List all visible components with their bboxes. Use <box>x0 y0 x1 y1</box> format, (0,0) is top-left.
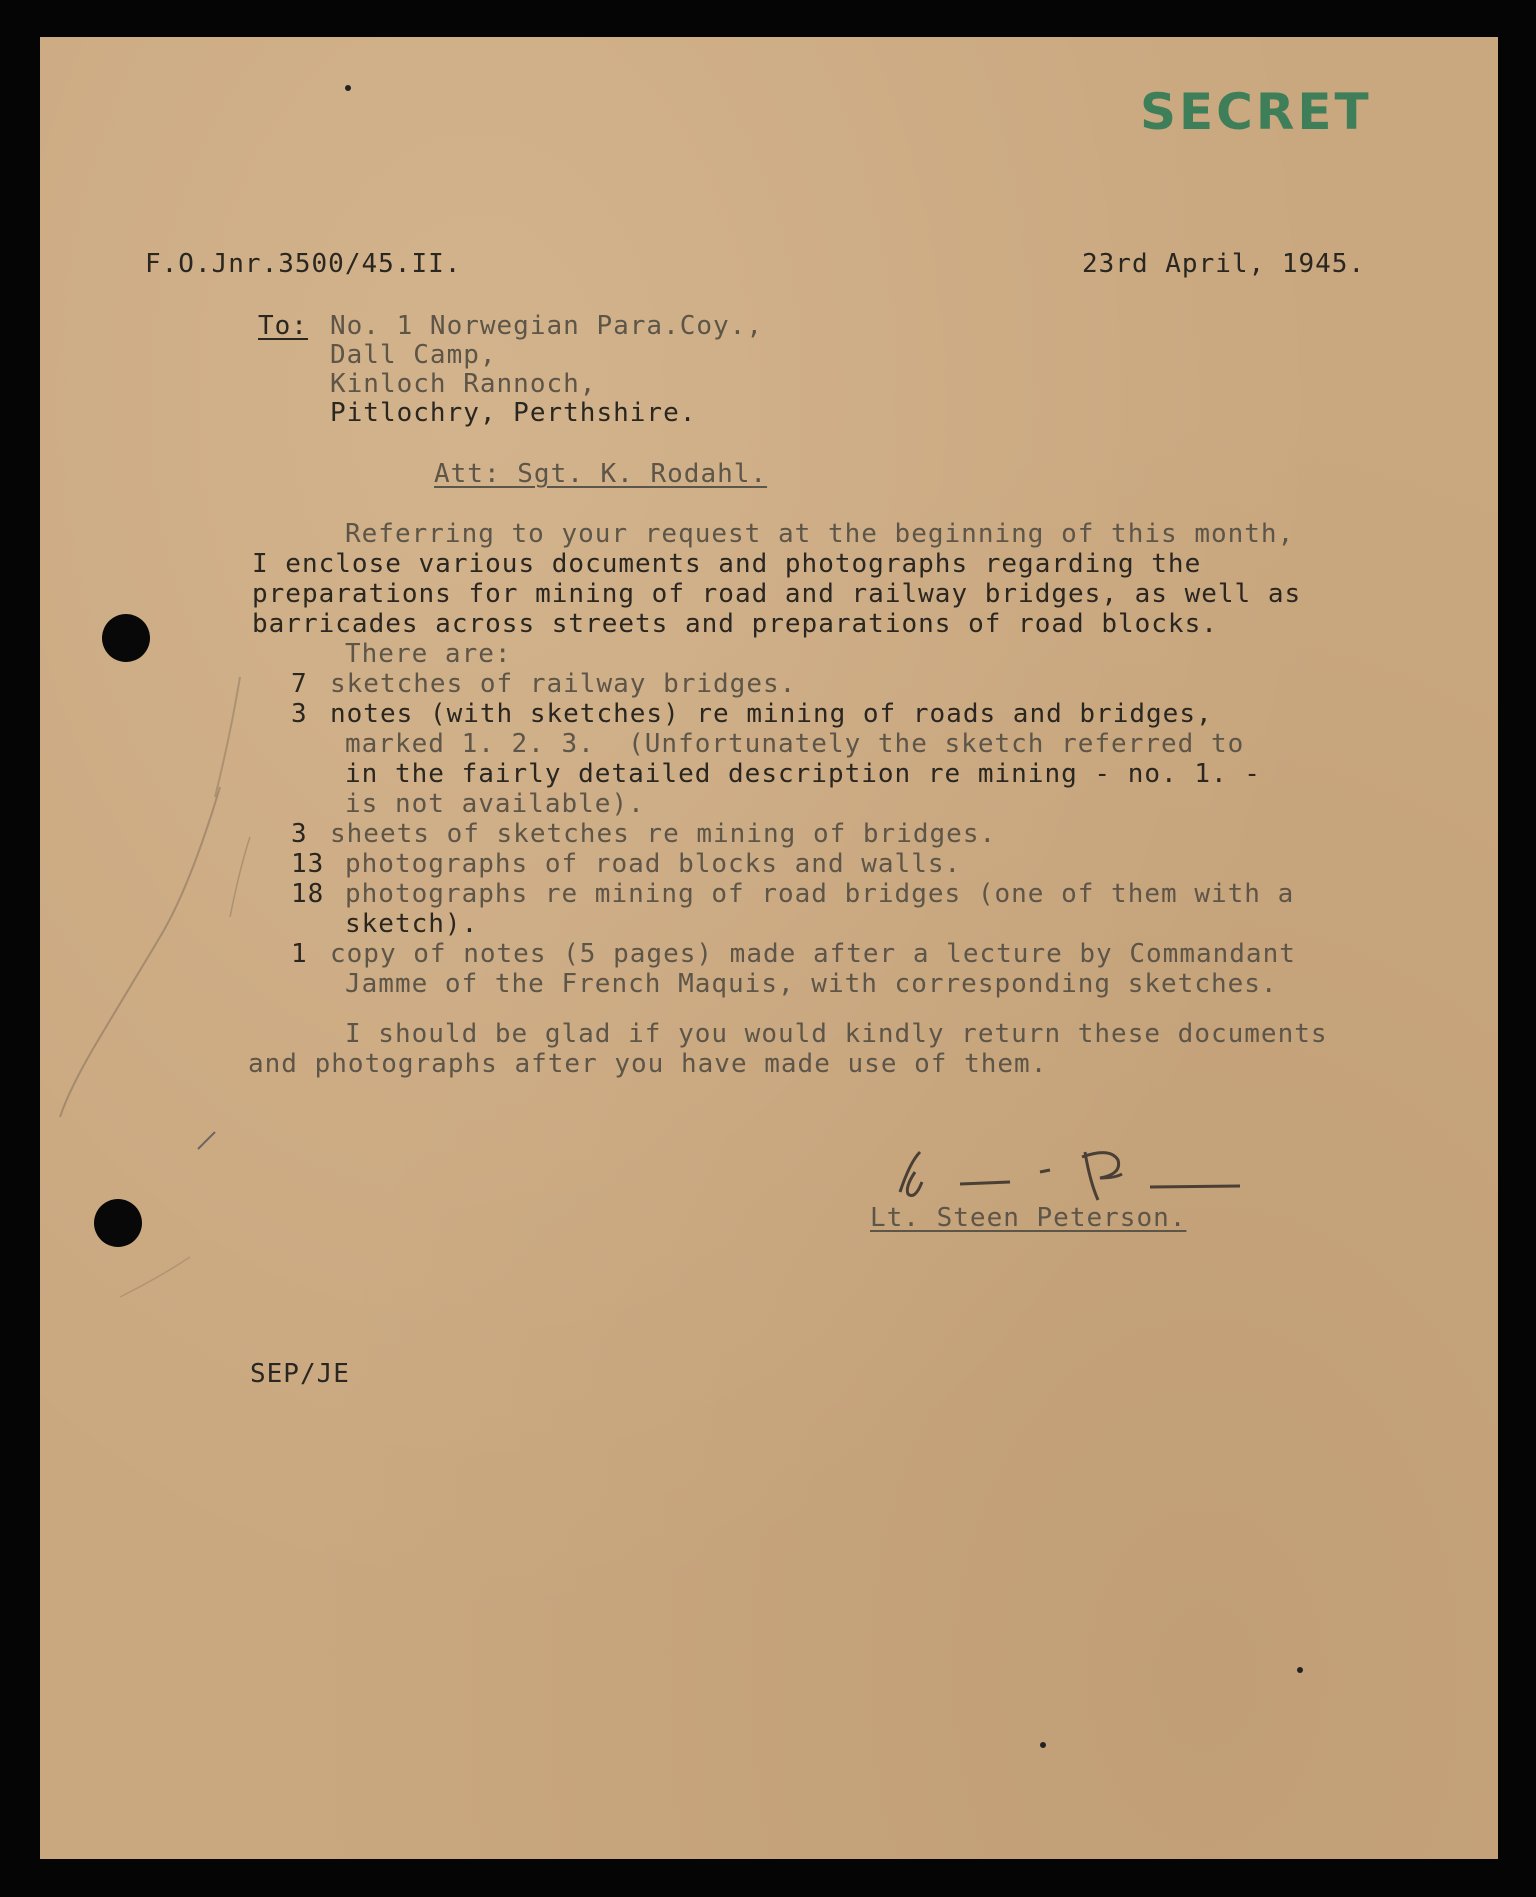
item-line: photographs re mining of road bridges (one of them with a <box>345 879 1295 909</box>
item-qty: 3 <box>291 699 308 729</box>
recipient-line: Kinloch Rannoch, <box>330 369 597 399</box>
item-qty: 13 <box>291 849 325 879</box>
recipient-line: Pitlochry, Perthshire. <box>330 398 697 428</box>
item-line: in the fairly detailed description re mining - no. 1. - <box>345 759 1261 789</box>
item-line: copy of notes (5 pages) made after a lecture by Commandant <box>330 939 1296 969</box>
intro-line: Referring to your request at the beginning of this month, <box>345 519 1295 549</box>
letter-date: 23rd April, 1945. <box>1082 249 1366 279</box>
item-line: sketches of railway bridges. <box>330 669 797 699</box>
punch-hole-top <box>102 614 150 662</box>
item-line: Jamme of the French Maquis, with corresponding sketches. <box>345 969 1278 999</box>
to-label: To: <box>258 311 308 341</box>
item-line: marked 1. 2. 3. (Unfortunately the sketch referred to <box>345 729 1245 759</box>
intro-line: I enclose various documents and photographs regarding the <box>252 549 1202 579</box>
closing-line: I should be glad if you would kindly return these documents <box>345 1019 1328 1049</box>
speck <box>1297 1667 1303 1673</box>
signatory-name: Lt. Steen Peterson. <box>870 1203 1187 1233</box>
item-qty: 7 <box>291 669 308 699</box>
there-are-line: There are: <box>345 639 512 669</box>
item-qty: 3 <box>291 819 308 849</box>
pencil-marks <box>40 37 300 1337</box>
secret-stamp: SECRET <box>1140 83 1372 141</box>
closing-line: and photographs after you have made use of them. <box>248 1049 1048 1079</box>
typist-initials: SEP/JE <box>250 1359 350 1389</box>
attention-line: Att: Sgt. K. Rodahl. <box>434 459 768 489</box>
reference-number: F.O.Jnr.3500/45.II. <box>145 249 462 279</box>
item-line: notes (with sketches) re mining of roads and bridges, <box>330 699 1213 729</box>
item-qty: 18 <box>291 879 325 909</box>
item-line: photographs of road blocks and walls. <box>345 849 962 879</box>
recipient-line: No. 1 Norwegian Para.Coy., <box>330 311 763 341</box>
intro-line: barricades across streets and preparations of road blocks. <box>252 609 1218 639</box>
item-line: sketch). <box>345 909 479 939</box>
speck <box>1040 1742 1046 1748</box>
intro-line: preparations for mining of road and railway bridges, as well as <box>252 579 1302 609</box>
recipient-line: Dall Camp, <box>330 340 497 370</box>
letter-page <box>40 37 1498 1859</box>
speck <box>345 85 351 91</box>
item-line: sheets of sketches re mining of bridges. <box>330 819 997 849</box>
punch-hole-bottom <box>94 1199 142 1247</box>
item-qty: 1 <box>291 939 308 969</box>
item-line: is not available). <box>345 789 645 819</box>
